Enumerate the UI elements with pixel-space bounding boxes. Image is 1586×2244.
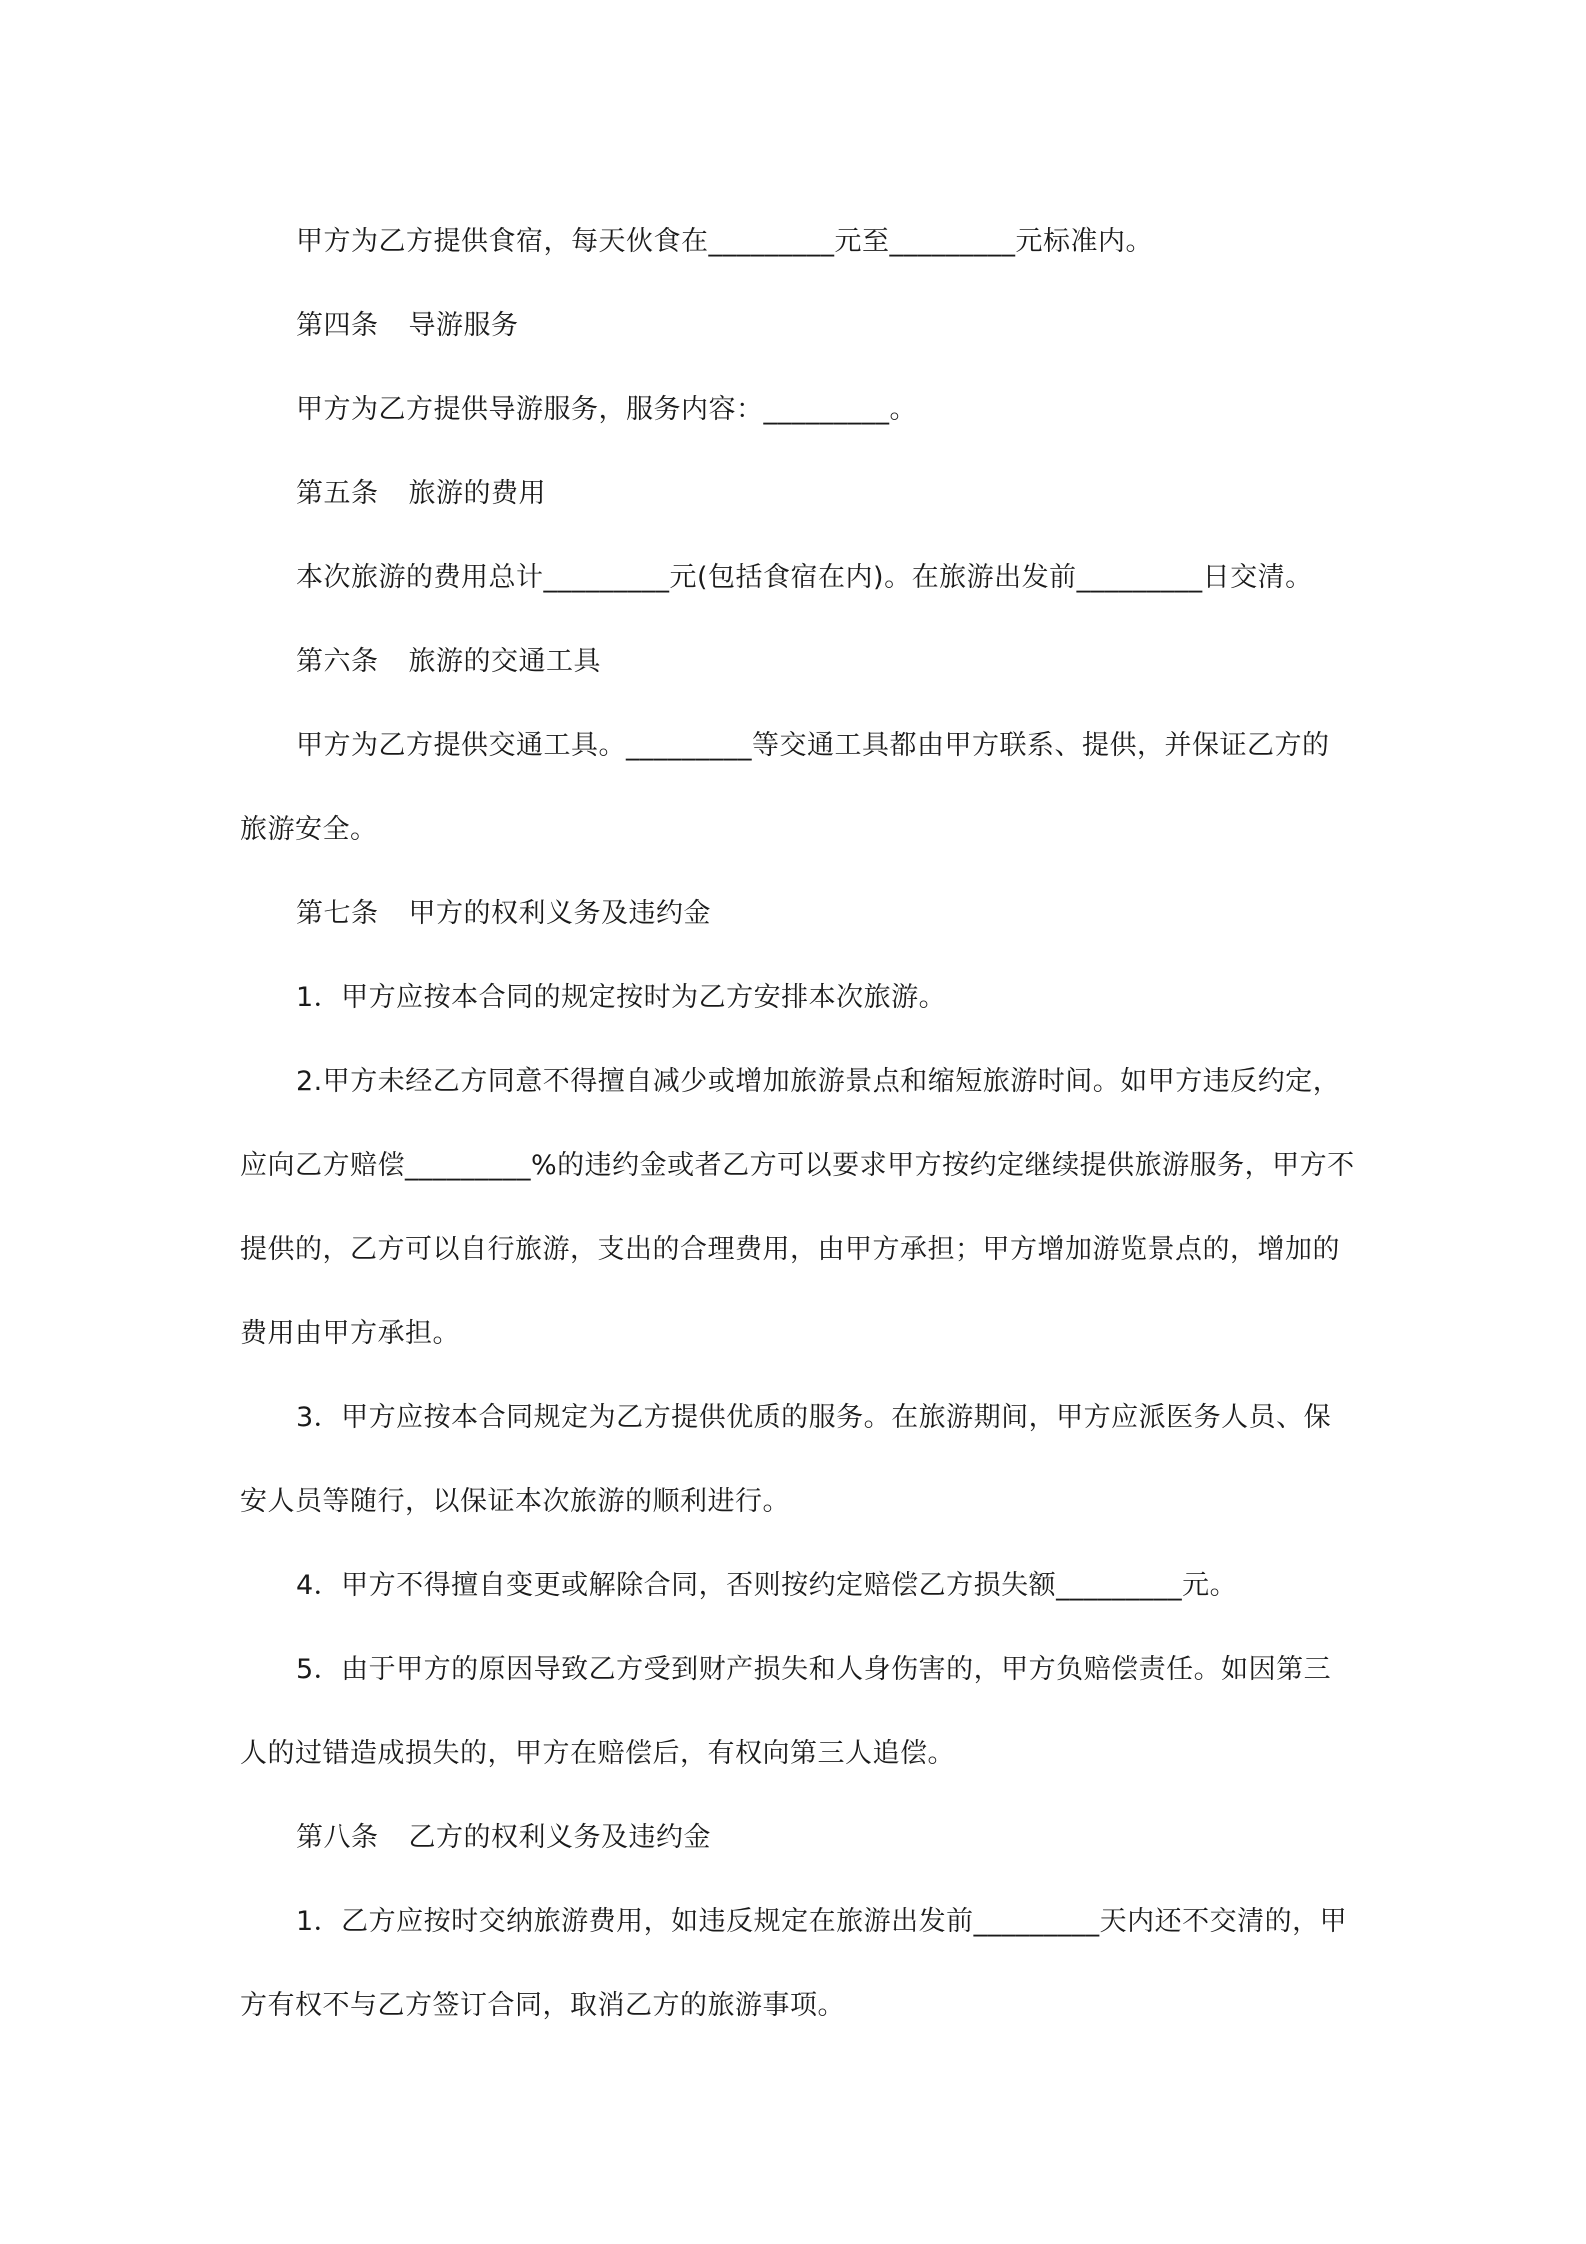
paragraph-party-b-1: 1．乙方应按时交纳旅游费用，如违反规定在旅游出发前_________天内还不交清的，甲方有权不与乙方签订合同，取消乙方的旅游事项。: [240, 1906, 1348, 2021]
paragraph-transport: 甲方为乙方提供交通工具。_________等交通工具都由甲方联系、提供，并保证乙方的旅游安全。: [240, 730, 1330, 845]
article-number: 第六条: [296, 646, 379, 677]
heading-article-6: [240, 620, 1355, 704]
paragraph-party-a-5: 5．由于甲方的原因导致乙方受到财产损失和人身伤害的，甲方负赔偿责任。如因第三人的过错造成损失的，甲方在赔偿后，有权向第三人追偿。: [240, 1654, 1332, 1769]
paragraph-party-a-3: 3．甲方应按本合同规定为乙方提供优质的服务。在旅游期间，甲方应派医务人员、保安人员等随行，以保证本次旅游的顺利进行。: [240, 1402, 1332, 1517]
paragraph-party-a-4: 4．甲方不得擅自变更或解除合同，否则按约定赔偿乙方损失额_________元。: [296, 1570, 1238, 1601]
heading-article-5: [240, 452, 1355, 536]
paragraph-party-a-2: 2.甲方未经乙方同意不得擅自减少或增加旅游景点和缩短旅游时间。如甲方违反约定，应向乙方赔偿_________%的违约金或者乙方可以要求甲方按约定继续提供旅游服务，甲方不提供的，乙方可以自行旅游，支出的合理费用，由甲方承担；甲方增加游览景点的，增加的费用由甲方承担。: [240, 1066, 1355, 1349]
article-title: 甲方的权利义务及违约金: [408, 898, 711, 929]
heading-article-7: [240, 872, 1355, 956]
article-title: 乙方的权利义务及违约金: [408, 1822, 711, 1853]
paragraph-party-a-1: 1．甲方应按本合同的规定按时为乙方安排本次旅游。: [296, 982, 947, 1013]
heading-article-4: [240, 284, 1355, 368]
article-number: 第七条: [296, 898, 379, 929]
article-number: 第八条: [296, 1822, 379, 1853]
document-page: [240, 200, 1355, 2048]
article-number: 第四条: [296, 310, 379, 341]
article-number: 第五条: [296, 478, 379, 509]
article-title: 旅游的交通工具: [408, 646, 601, 677]
paragraph-meals: 甲方为乙方提供食宿，每天伙食在_________元至_________元标准内。: [296, 226, 1153, 257]
paragraph-fees: 本次旅游的费用总计_________元(包括食宿在内)。在旅游出发前_________日交清。: [296, 562, 1313, 593]
paragraph-guide-service: 甲方为乙方提供导游服务，服务内容：_________。: [296, 394, 917, 425]
article-title: 导游服务: [408, 310, 519, 341]
heading-article-8: [240, 1796, 1355, 1880]
article-title: 旅游的费用: [408, 478, 546, 509]
